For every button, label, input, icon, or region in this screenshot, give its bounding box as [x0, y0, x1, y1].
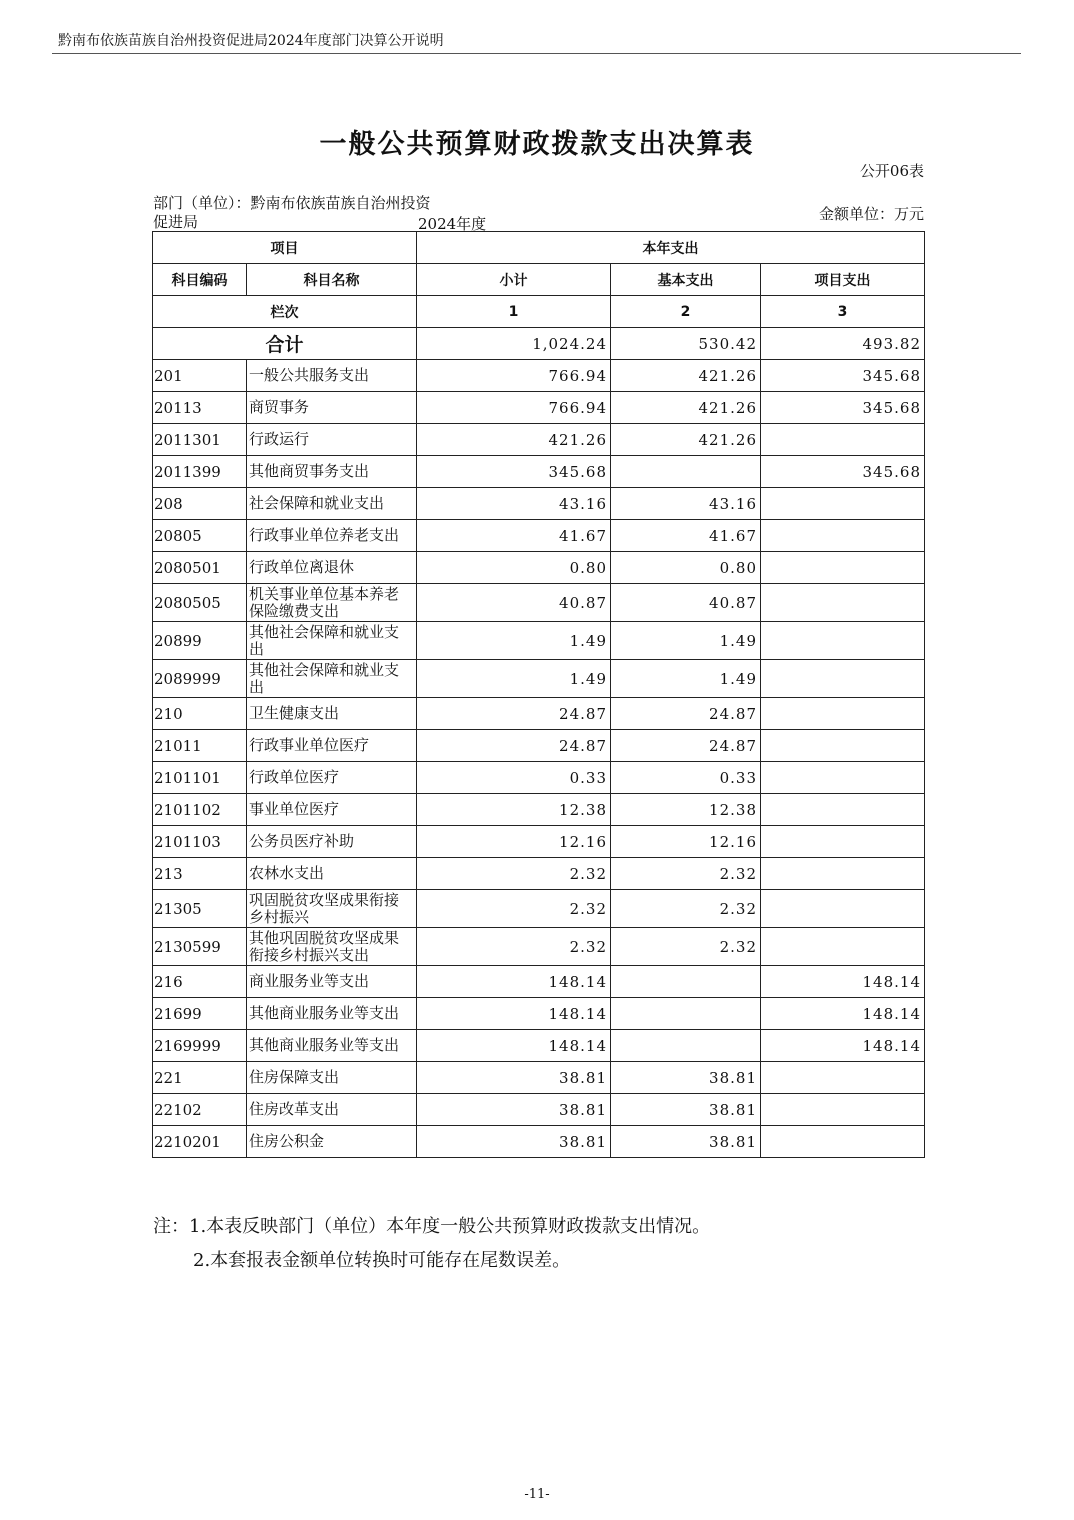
row-basic: 38.81 [611, 1094, 761, 1126]
row-basic [611, 1030, 761, 1062]
table-row [153, 622, 925, 660]
row-code: 213 [153, 858, 247, 890]
header-row-index [153, 296, 925, 328]
row-code: 216 [153, 966, 247, 998]
notes [153, 1210, 710, 1278]
row-code: 21011 [153, 730, 247, 762]
row-code: 2169999 [153, 1030, 247, 1062]
row-code: 2011399 [153, 456, 247, 488]
row-project: 345.68 [761, 360, 925, 392]
table-row [153, 826, 925, 858]
row-basic: 1.49 [611, 622, 761, 660]
row-subtotal: 24.87 [417, 730, 611, 762]
row-basic: 24.87 [611, 730, 761, 762]
row-basic: 43.16 [611, 488, 761, 520]
row-project [761, 552, 925, 584]
row-name: 巩固脱贫攻坚成果衔接乡村振兴 [247, 890, 417, 928]
table-row [153, 360, 925, 392]
row-subtotal: 345.68 [417, 456, 611, 488]
expenditure-table [152, 231, 925, 1158]
row-basic: 24.87 [611, 698, 761, 730]
note-1: 注：1.本表反映部门（单位）本年度一般公共预算财政拨款支出情况。 [153, 1216, 711, 1237]
row-subtotal: 12.38 [417, 794, 611, 826]
header-basic: 基本支出 [611, 264, 761, 296]
table-row [153, 392, 925, 424]
row-project [761, 826, 925, 858]
header-project: 项目支出 [761, 264, 925, 296]
row-project: 148.14 [761, 966, 925, 998]
row-subtotal: 0.80 [417, 552, 611, 584]
row-name: 其他社会保障和就业支出 [247, 660, 417, 698]
row-code: 21305 [153, 890, 247, 928]
fiscal-year: 2024年度 [418, 215, 487, 233]
table-row [153, 584, 925, 622]
row-name: 行政运行 [247, 424, 417, 456]
row-project [761, 488, 925, 520]
row-project [761, 660, 925, 698]
total-project: 493.82 [761, 328, 925, 360]
row-name: 其他巩固脱贫攻坚成果衔接乡村振兴支出 [247, 928, 417, 966]
table-row [153, 966, 925, 998]
table-row [153, 998, 925, 1030]
header-col-3: 3 [761, 296, 925, 328]
row-name: 行政事业单位养老支出 [247, 520, 417, 552]
row-project: 148.14 [761, 998, 925, 1030]
row-code: 20113 [153, 392, 247, 424]
header-subtotal: 小计 [417, 264, 611, 296]
total-label: 合计 [153, 328, 417, 360]
row-code: 2101103 [153, 826, 247, 858]
row-project [761, 730, 925, 762]
row-basic: 2.32 [611, 890, 761, 928]
row-project [761, 584, 925, 622]
row-basic: 421.26 [611, 392, 761, 424]
table-row [153, 660, 925, 698]
row-subtotal: 766.94 [417, 392, 611, 424]
table-row [153, 488, 925, 520]
row-basic: 0.80 [611, 552, 761, 584]
row-name: 其他商业服务业等支出 [247, 1030, 417, 1062]
row-code: 2089999 [153, 660, 247, 698]
row-code: 208 [153, 488, 247, 520]
row-name: 行政单位离退休 [247, 552, 417, 584]
row-project: 148.14 [761, 1030, 925, 1062]
row-project [761, 928, 925, 966]
table-row [153, 1030, 925, 1062]
table-row [153, 456, 925, 488]
row-subtotal: 38.81 [417, 1062, 611, 1094]
row-code: 221 [153, 1062, 247, 1094]
row-name: 其他商业服务业等支出 [247, 998, 417, 1030]
row-code: 201 [153, 360, 247, 392]
table-row [153, 858, 925, 890]
header-item: 项目 [153, 232, 417, 264]
row-project [761, 698, 925, 730]
header-row-group [153, 232, 925, 264]
page-number: -11- [524, 1487, 550, 1502]
row-basic [611, 998, 761, 1030]
row-project [761, 858, 925, 890]
row-subtotal: 148.14 [417, 998, 611, 1030]
row-name: 住房改革支出 [247, 1094, 417, 1126]
row-project [761, 794, 925, 826]
row-project [761, 424, 925, 456]
row-subtotal: 40.87 [417, 584, 611, 622]
row-subtotal: 2.32 [417, 928, 611, 966]
header-current-year: 本年支出 [417, 232, 925, 264]
table-row [153, 698, 925, 730]
row-basic: 2.32 [611, 858, 761, 890]
header-code: 科目编码 [153, 264, 247, 296]
row-basic [611, 456, 761, 488]
row-subtotal: 38.81 [417, 1094, 611, 1126]
row-subtotal: 766.94 [417, 360, 611, 392]
row-code: 2101101 [153, 762, 247, 794]
row-code: 2011301 [153, 424, 247, 456]
row-basic: 38.81 [611, 1126, 761, 1158]
row-basic: 1.49 [611, 660, 761, 698]
row-name: 行政事业单位医疗 [247, 730, 417, 762]
row-project [761, 762, 925, 794]
row-basic: 421.26 [611, 360, 761, 392]
row-name: 卫生健康支出 [247, 698, 417, 730]
row-code: 21699 [153, 998, 247, 1030]
row-code: 2210201 [153, 1126, 247, 1158]
row-basic: 41.67 [611, 520, 761, 552]
table-row [153, 1126, 925, 1158]
row-code: 2101102 [153, 794, 247, 826]
row-name: 事业单位医疗 [247, 794, 417, 826]
row-subtotal: 421.26 [417, 424, 611, 456]
row-name: 行政单位医疗 [247, 762, 417, 794]
row-name: 其他商贸事务支出 [247, 456, 417, 488]
row-name: 社会保障和就业支出 [247, 488, 417, 520]
row-code: 210 [153, 698, 247, 730]
row-code: 20899 [153, 622, 247, 660]
row-subtotal: 24.87 [417, 698, 611, 730]
table-row [153, 1094, 925, 1126]
row-basic: 38.81 [611, 1062, 761, 1094]
header-row-columns [153, 264, 925, 296]
row-project [761, 1094, 925, 1126]
total-basic: 530.42 [611, 328, 761, 360]
row-name: 农林水支出 [247, 858, 417, 890]
row-basic: 12.16 [611, 826, 761, 858]
document-header: 黔南布依族苗族自治州投资促进局2024年度部门决算公开说明 [58, 33, 444, 49]
row-basic: 2.32 [611, 928, 761, 966]
row-name: 住房保障支出 [247, 1062, 417, 1094]
row-code: 2080501 [153, 552, 247, 584]
row-subtotal: 12.16 [417, 826, 611, 858]
row-code: 22102 [153, 1094, 247, 1126]
row-name: 一般公共服务支出 [247, 360, 417, 392]
note-2: 2.本套报表金额单位转换时可能存在尾数误差。 [193, 1250, 571, 1271]
header-name: 科目名称 [247, 264, 417, 296]
row-subtotal: 2.32 [417, 890, 611, 928]
row-code: 2130599 [153, 928, 247, 966]
row-subtotal: 0.33 [417, 762, 611, 794]
table-row [153, 730, 925, 762]
row-name: 机关事业单位基本养老保险缴费支出 [247, 584, 417, 622]
total-row [153, 328, 925, 360]
header-col-label: 栏次 [153, 296, 417, 328]
table-row [153, 928, 925, 966]
table-row [153, 1062, 925, 1094]
form-number: 公开06表 [859, 162, 924, 180]
row-project [761, 520, 925, 552]
row-name: 商业服务业等支出 [247, 966, 417, 998]
row-subtotal: 148.14 [417, 966, 611, 998]
row-subtotal: 148.14 [417, 1030, 611, 1062]
table-row [153, 762, 925, 794]
row-code: 2080505 [153, 584, 247, 622]
row-basic: 12.38 [611, 794, 761, 826]
row-name: 公务员医疗补助 [247, 826, 417, 858]
row-subtotal: 43.16 [417, 488, 611, 520]
row-basic: 0.33 [611, 762, 761, 794]
table-row [153, 890, 925, 928]
row-project [761, 1062, 925, 1094]
row-project [761, 622, 925, 660]
row-basic: 421.26 [611, 424, 761, 456]
row-subtotal: 1.49 [417, 660, 611, 698]
row-subtotal: 2.32 [417, 858, 611, 890]
table-row [153, 794, 925, 826]
header-divider [52, 53, 1021, 54]
row-project: 345.68 [761, 456, 925, 488]
row-subtotal: 38.81 [417, 1126, 611, 1158]
row-name: 住房公积金 [247, 1126, 417, 1158]
table-row [153, 520, 925, 552]
header-col-1: 1 [417, 296, 611, 328]
header-col-2: 2 [611, 296, 761, 328]
row-subtotal: 41.67 [417, 520, 611, 552]
total-subtotal: 1,024.24 [417, 328, 611, 360]
row-project: 345.68 [761, 392, 925, 424]
department-label: 部门（单位）：黔南布依族苗族自治州投资促进局 [153, 194, 431, 231]
row-subtotal: 1.49 [417, 622, 611, 660]
row-project [761, 1126, 925, 1158]
amount-unit: 金额单位：万元 [818, 205, 924, 223]
row-basic: 40.87 [611, 584, 761, 622]
row-name: 商贸事务 [247, 392, 417, 424]
row-basic [611, 966, 761, 998]
page-title: 一般公共预算财政拨款支出决算表 [319, 129, 755, 160]
table-row [153, 424, 925, 456]
row-project [761, 890, 925, 928]
row-name: 其他社会保障和就业支出 [247, 622, 417, 660]
row-code: 20805 [153, 520, 247, 552]
table-row [153, 552, 925, 584]
